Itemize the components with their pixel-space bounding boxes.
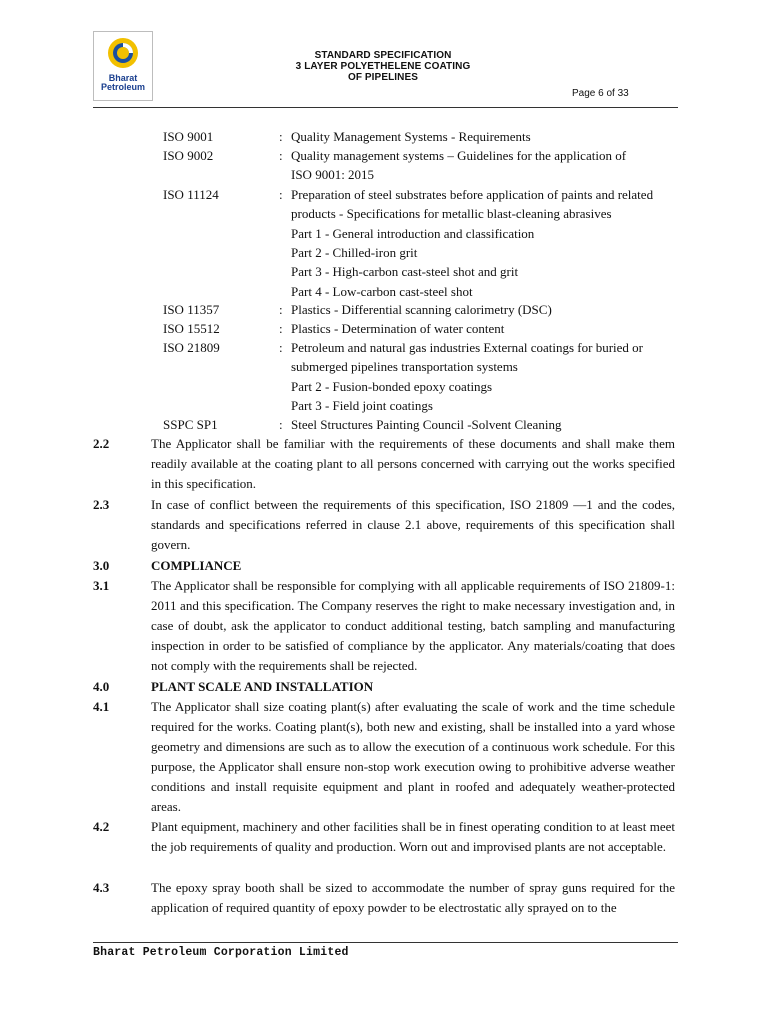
reference-code: ISO 9001 xyxy=(163,129,214,144)
reference-desc: Part 2 - Fusion-bonded epoxy coatings xyxy=(291,378,493,394)
logo-text-line2: Petroleum xyxy=(100,82,145,92)
reference-code: ISO 15512 xyxy=(163,321,220,336)
reference-desc: Part 2 - Chilled-iron grit xyxy=(291,244,418,260)
reference-code: ISO 9002 xyxy=(163,148,214,163)
reference-desc: Preparation of steel substrates before application of paints and related xyxy=(291,187,654,202)
reference-desc: Petroleum and natural gas industries External coatings for buried or xyxy=(291,340,643,355)
bpcl-swirl-icon xyxy=(107,37,139,69)
title-line: STANDARD SPECIFICATION xyxy=(314,50,452,61)
title-line: OF PIPELINES xyxy=(347,72,419,83)
section-heading: PLANT SCALE AND INSTALLATION xyxy=(151,679,374,694)
reference-code: ISO 11124 xyxy=(163,187,219,202)
reference-colon: : xyxy=(279,302,283,317)
reference-colon: : xyxy=(279,340,283,355)
reference-desc: ISO 9001: 2015 xyxy=(291,167,375,183)
reference-code: ISO 21809 xyxy=(163,340,220,355)
document-title xyxy=(258,50,508,83)
section-number: 4.3 xyxy=(93,880,110,895)
section-number: 4.1 xyxy=(93,699,110,714)
header-divider xyxy=(93,107,678,108)
section-number: 4.0 xyxy=(93,679,110,694)
reference-desc: Plastics - Differential scanning calorimetry (DSC) xyxy=(291,302,552,317)
section-number: 4.2 xyxy=(93,819,110,834)
reference-code: ISO 11357 xyxy=(163,302,220,317)
reference-desc: Part 3 - Field joint coatings xyxy=(291,397,433,413)
section-heading: COMPLIANCE xyxy=(151,558,242,573)
reference-code: SSPC SP1 xyxy=(163,417,218,432)
section-text: The Applicator shall be responsible for complying with all applicable requirements of ISO 21809-1: 2011 and this specification. The Company reserves the right to make necessary investigation and, in case of doubt, ask the applicator to conduct additional testing, batch sampling and manufacturing inspection in order to be satisfied of compliance by the applicator. Any materials/coating that does not comply with the requirements shall be rejected. xyxy=(151,578,675,673)
reference-colon: : xyxy=(279,129,283,144)
footer-company: Bharat Petroleum Corporation Limited xyxy=(93,946,349,959)
section-number: 3.1 xyxy=(93,578,110,593)
section-number: 2.3 xyxy=(93,497,110,512)
company-logo xyxy=(93,31,153,101)
reference-desc: Steel Structures Painting Council -Solvent Cleaning xyxy=(291,417,562,432)
logo-text-line1: Bharat xyxy=(108,73,138,83)
reference-desc: Quality Management Systems - Requirements xyxy=(291,129,531,144)
section-number: 3.0 xyxy=(93,558,110,573)
reference-colon: : xyxy=(279,321,283,336)
section-text: The Applicator shall be familiar with the requirements of these documents and shall make them readily available at the coating plant to all persons concerned with carrying out the works specified in this specification. xyxy=(151,436,675,491)
reference-colon: : xyxy=(279,187,283,202)
reference-desc: Part 4 - Low-carbon cast-steel shot xyxy=(291,283,473,299)
section-text: The Applicator shall size coating plant(s) after evaluating the scale of work and the time schedule required for the works. Coating plant(s), both new and existing, shall be installed into a yard whose geometry and dimensions are such as to allow the execution of a continuous work schedule. For this purpose, the Applicator shall ensure non-stop work execution owing to prohibitive adverse weather conditions and install requisite equipment and plant in roofed and adequately weather-protected areas. xyxy=(151,699,675,814)
reference-desc: Part 1 - General introduction and classification xyxy=(291,225,535,241)
reference-desc: Part 3 - High-carbon cast-steel shot and grit xyxy=(291,264,519,280)
reference-desc: submerged pipelines transportation systems xyxy=(291,359,518,375)
reference-colon: : xyxy=(279,148,283,163)
reference-colon: : xyxy=(279,417,283,432)
section-text: In case of conflict between the requirements of this specification, ISO 21809 —1 and the codes, standards and specifications referred in clause 2.1 above, requirements of this specification shall govern. xyxy=(151,497,675,552)
title-line: 3 LAYER POLYETHELENE COATING xyxy=(295,61,471,72)
footer-divider xyxy=(93,942,678,943)
reference-desc: Quality management systems – Guidelines for the application of xyxy=(291,148,627,163)
section-number: 2.2 xyxy=(93,436,110,451)
reference-desc: products - Specifications for metallic blast-cleaning abrasives xyxy=(291,206,612,222)
section-text: The epoxy spray booth shall be sized to accommodate the number of spray guns required for the application of required quantity of epoxy powder to be electrostatic ally sprayed on to the xyxy=(151,880,675,915)
section-text: Plant equipment, machinery and other facilities shall be in finest operating condition to at least meet the job requirements of quality and production. Worn out and improvised plants are not acceptable. xyxy=(151,819,675,854)
reference-desc: Plastics - Determination of water content xyxy=(291,321,505,336)
page-number: Page 6 of 33 xyxy=(572,88,629,99)
